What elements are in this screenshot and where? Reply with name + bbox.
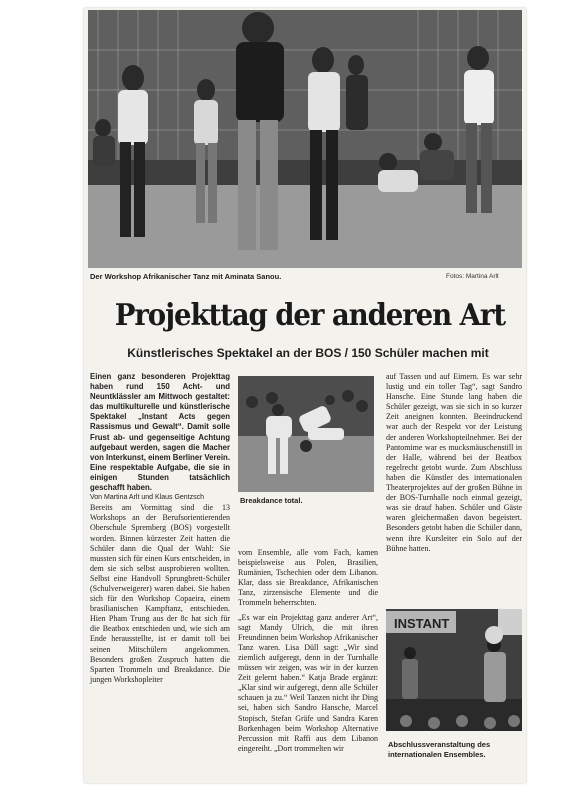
breakdance-caption: Breakdance total. bbox=[240, 496, 303, 505]
dance-workshop-illustration bbox=[88, 10, 522, 268]
lead-paragraph: Einen ganz besonderen Projekttag haben rund 150 Acht- und Neuntklässler am Mittwoch gestaltet: das multikulturelle und künstlerische Spektakel „Instant Acts gegen Rassismus und Gewalt“. Damit solle Frust ab- und gegenseitige Achtung aufgebaut werden, sagen die Macher von Interkunst, einem Berliner Verein. Eine respektable Aufgabe, die sie in einigen Stunden tatsächlich geschafft haben. bbox=[90, 372, 230, 493]
body-paragraph: „Es war ein Projekttag ganz anderer Art“, sagt Mandy Ulrich, die mit ihren Freundinnen beim Workshop Afrikanischer Tanz waren. Lisa Düll sagt: „Wir sind ziemlich aufgeregt, denn in der Turnhalle müssen wir zeigen, was wir in der kurzen Zeit gelernt haben.“ Katja Brade ergänzt: „Klar sind wir aufgeregt, denn alle Schüler schauen ja zu.“ Weil Tanzen nicht ihr Ding sei, haben sich Sandro Hansche, Marcel Stopisch, Stefan Gräfe und Sandra Karen Borkenhagen beim Workshop Alternative Percussion mit Raffi aus dem Libanon eingereiht. „Dort trommelten wir bbox=[238, 612, 378, 753]
ensemble-illustration bbox=[386, 609, 522, 731]
body-paragraph: vom Ensemble, alle vom Fach, kamen beispielsweise aus Polen, Brasilien, Rumänien, Tschechien oder dem Libanon. Klar, dass sie Breakdance, Afrikanischen Tanz, zirzensische Elemente und die Trommeln beherrschten. bbox=[238, 548, 378, 608]
headline: Projekttag der anderen Art bbox=[114, 298, 505, 333]
body-paragraph: Bereits am Vormittag sind die 13 Workshops an der Berufsorientierenden Oberschule Spremberg (BOS) vorgestellt worden. Binnen kürzester Zeit hatten die Schüler dann die Qual der Wahl: Sie mussten sich für einen Kurs entscheiden, in dem sie sich selbst ausprobieren wollten. Selbst eine Handvoll Sprungbrett-Schüler (Schulverweigerer) waren dabei. Sie haben sich für den Workshop Copaeira, einem brasilianischen Kampftanz, entschieden. Hien Pham Trung aus der 8c hat sich für die Beatbox entschieden und, wie sich am Ende herausstellte, ist er damit toll bei seinen Mitschülern angekommen. Besonders großen Zuspruch hatten die Sparten Trommeln und Breakdance. Die jungen Workshopleiter bbox=[90, 503, 230, 684]
byline: Von Martina Arlt und Klaus Gentzsch bbox=[90, 494, 205, 502]
ensemble-photo bbox=[386, 609, 522, 731]
article-column-2 bbox=[238, 548, 378, 754]
instant-banner: INSTANT bbox=[394, 616, 450, 631]
main-photo bbox=[88, 10, 522, 268]
article-column-3 bbox=[386, 372, 522, 554]
body-paragraph: auf Tassen und auf Eimern. Es war sehr lustig und ein toller Tag“, sagt Sandro Hansche. Eine Stunde lang haben die Schüler gezeigt, was sie sich in so kurzer Zeit aneignen konnten. Beeindruckend war auch der Respekt vor der Leistung der anderen Workshopteilnehmer. Bei der Pantomime war es mucksmäuschenstill in der Halle, während bei der Beatbox regelrecht getobt wurde. Zum Abschluss haben die Künstler des internationalen Theaterprojektes auf der großen Bühne in der BOS-Turnhalle noch einmal gezeigt, was sie drauf haben. Schüler und Gäste waren gleichermaßen davon begeistert. Besonders getobt haben die Schüler dann, wenn ihre Kursleiter ein Solo auf der Bühne hatten. bbox=[386, 372, 522, 553]
breakdance-illustration bbox=[238, 376, 374, 492]
photo-credit: Fotos: Martina Arlt bbox=[446, 273, 499, 280]
subheadline: Künstlerisches Spektakel an der BOS / 150 Schüler machen mit bbox=[127, 346, 489, 360]
breakdance-photo bbox=[238, 376, 374, 492]
ensemble-caption: Abschlussveranstaltung des internationalen Ensembles. bbox=[388, 740, 491, 759]
main-photo-caption: Der Workshop Afrikanischer Tanz mit Aminata Sanou. bbox=[90, 272, 282, 281]
article-column-1 bbox=[90, 372, 230, 685]
